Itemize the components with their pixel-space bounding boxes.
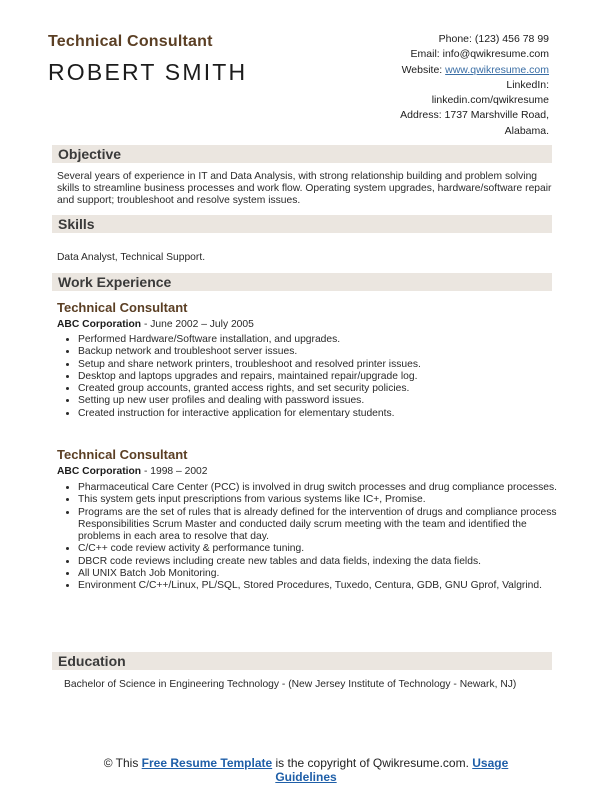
job-dates-2: - 1998 – 2002	[141, 466, 208, 477]
contact-linkedin-value: linkedin.com/qwikresume	[431, 94, 549, 107]
copyright-footer	[80, 756, 532, 784]
candidate-name: ROBERT SMITH	[48, 59, 248, 85]
education-text: Bachelor of Science in Engineering Technology - (New Jersey Institute of Technology - Newark, NJ)	[64, 679, 517, 690]
header-left	[48, 33, 247, 86]
footer-prefix: © This	[103, 756, 142, 770]
free-resume-template-link[interactable]: Free Resume Template	[141, 756, 273, 770]
website-label: Website:	[401, 63, 446, 76]
contact-block	[299, 32, 549, 139]
list-item: • DBCR code reviews including create new tables and data fields, indexing the data fields.	[78, 556, 568, 568]
job-company-line-2	[57, 466, 208, 477]
website-link[interactable]: www.qwikresume.com	[445, 63, 549, 76]
objective-heading: Objective	[58, 146, 122, 162]
skills-heading: Skills	[58, 216, 95, 232]
list-item: • Created instruction for interactive application for elementary students.	[78, 408, 568, 420]
skills-text: Data Analyst, Technical Support.	[57, 252, 206, 263]
contact-website	[299, 63, 549, 78]
list-item: • Backup network and troubleshoot server issues.	[78, 346, 568, 358]
contact-linkedin-label: LinkedIn:	[506, 78, 549, 91]
usage-guidelines-link[interactable]: Usage Guidelines	[275, 756, 509, 784]
list-item: • All UNIX Batch Job Monitoring.	[78, 568, 568, 580]
list-item: • Setup and share network printers, troubleshoot and resolved printer issues.	[78, 359, 568, 371]
list-item: • C/C++ code review activity & performance tuning.	[78, 543, 568, 555]
education-heading: Education	[58, 653, 126, 669]
list-item: • Performed Hardware/Software installation, and upgrades.	[78, 334, 568, 346]
objective-text: Several years of experience in IT and Data Analysis, with strong relationship building and problem solving skills to streamline business processes and work flow. Operating system upgrades, hardware/software repair and support; troubleshoot and resolve system issues.	[57, 171, 552, 207]
list-item: • Programs are the set of rules that is already defined for the intervention of drugs and compliance process Responsibilities Scrum Master and conducted daily scrum meeting with the team and identified the problems in each area to resolve that day.	[78, 507, 568, 544]
contact-email: Email: info@qwikresume.com	[410, 48, 549, 61]
job-dates-1: - June 2002 – July 2005	[141, 319, 254, 330]
experience-heading: Work Experience	[58, 274, 172, 290]
list-item: • Setting up new user profiles and dealing with password issues.	[78, 395, 568, 407]
list-item: • Created group accounts, granted access rights, and set security policies.	[78, 383, 568, 395]
footer-middle: is the copyright of Qwikresume.com.	[272, 756, 473, 770]
list-item: • This system gets input prescriptions from various systems like IC+, Promise.	[78, 494, 568, 506]
experience-section-bar	[52, 273, 552, 291]
education-section-bar	[52, 652, 552, 670]
resume-job-title: Technical Consultant	[48, 33, 213, 50]
job-bullets-2	[60, 482, 568, 593]
objective-section-bar	[52, 145, 552, 163]
list-item: • Desktop and laptops upgrades and repairs, maintained repair/upgrade log.	[78, 371, 568, 383]
job-company-line-1	[57, 319, 254, 330]
list-item: • Environment C/C++/Linux, PL/SQL, Stored Procedures, Tuxedo, Centura, GDB, GNU Gprof, Valgrind.	[78, 580, 568, 592]
company-name-2: ABC Corporation	[57, 466, 142, 477]
skills-section-bar	[52, 215, 552, 233]
job-title-2: Technical Consultant	[57, 447, 188, 462]
company-name-1: ABC Corporation	[57, 319, 142, 330]
contact-address-line1: Address: 1737 Marshville Road,	[400, 109, 549, 122]
contact-address-line2: Alabama.	[504, 124, 549, 137]
list-item: • Pharmaceutical Care Center (PCC) is involved in drug switch processes and drug compliance processes.	[78, 482, 568, 494]
job-bullets-1	[60, 334, 568, 420]
job-title-1: Technical Consultant	[57, 300, 188, 315]
contact-phone: Phone: (123) 456 78 99	[438, 33, 549, 45]
